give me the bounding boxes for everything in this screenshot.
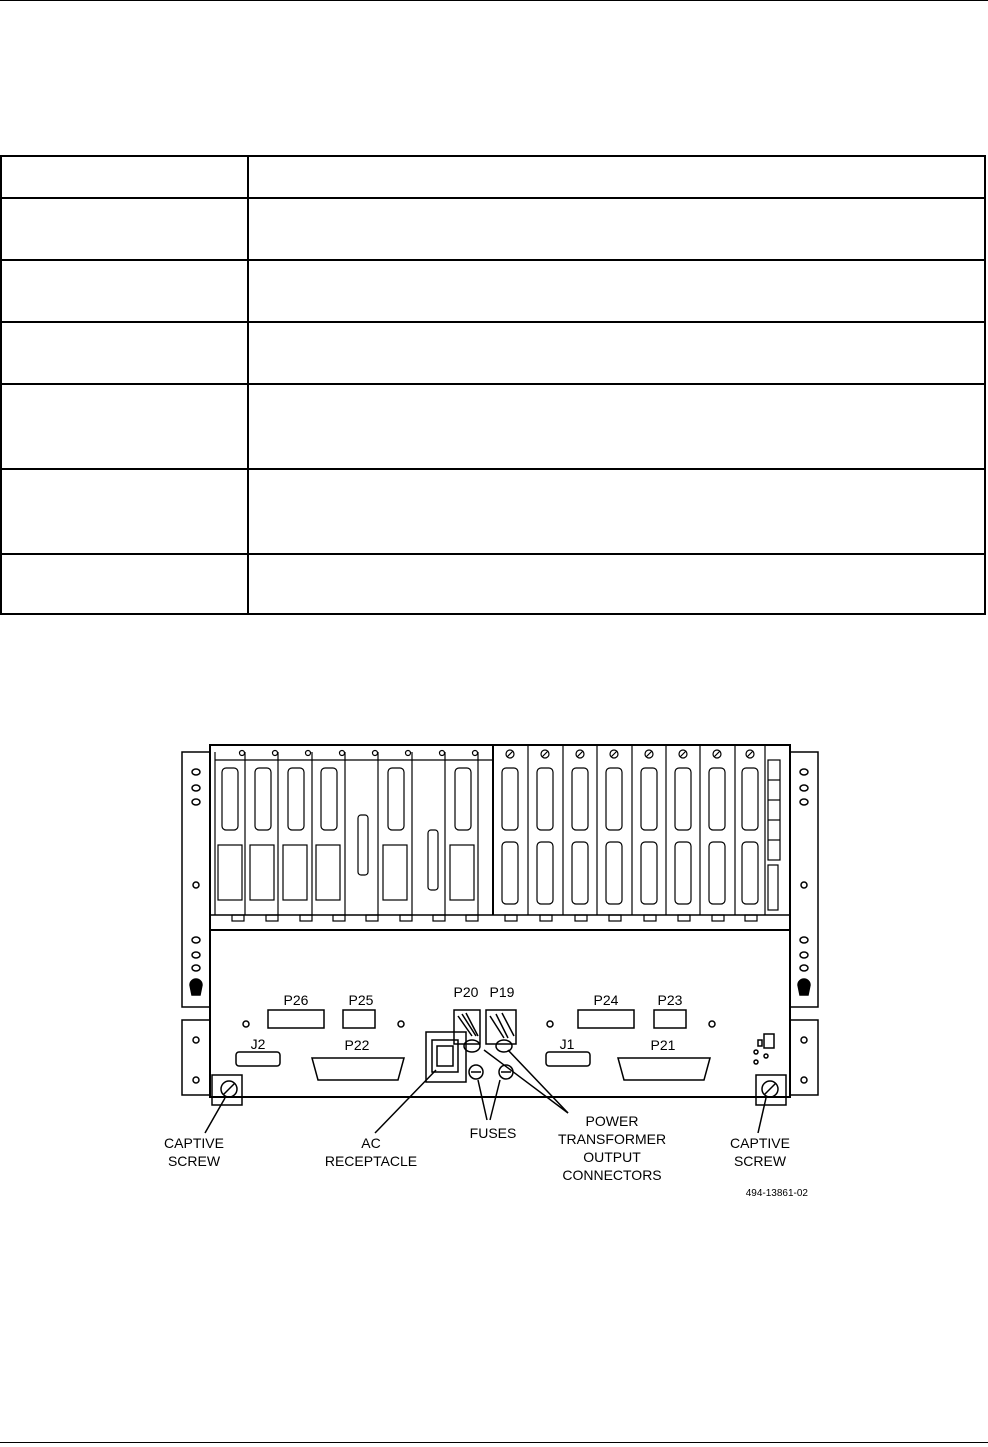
table-row	[1, 322, 985, 384]
label-p20: P20	[453, 984, 479, 1000]
connector-p26	[268, 1010, 324, 1028]
table-cell	[248, 198, 985, 260]
connector-p24	[578, 1010, 634, 1028]
connector-p23	[654, 1010, 686, 1028]
table-cell	[1, 198, 248, 260]
captive-screw-left-line1: CAPTIVE	[164, 1135, 224, 1151]
table-row	[1, 554, 985, 614]
label-p19: P19	[489, 984, 515, 1000]
figure-id: 494-13861-02	[745, 1188, 808, 1199]
label-p22: P22	[344, 1037, 370, 1053]
power-transformer-line4: CONNECTORS	[562, 1167, 662, 1183]
table-row	[1, 260, 985, 322]
left-mounting-ear	[182, 752, 242, 1105]
label-p26: P26	[283, 992, 309, 1008]
connector-p22	[312, 1058, 404, 1080]
label-j2: J2	[250, 1036, 266, 1052]
connector-p25	[343, 1010, 375, 1028]
callout-leaders	[205, 1050, 766, 1133]
power-transformer-line3: OUTPUT	[583, 1149, 641, 1165]
table-cell	[1, 384, 248, 469]
table-cell	[1, 554, 248, 614]
table-cell	[1, 260, 248, 322]
table-cell	[248, 469, 985, 554]
fuses-label: FUSES	[469, 1125, 517, 1141]
connector-p19	[486, 1010, 516, 1044]
table-cell	[1, 322, 248, 384]
table-cell	[1, 156, 248, 198]
captive-screw-right-line2: SCREW	[733, 1153, 787, 1169]
table-cell	[248, 156, 985, 198]
table-row	[1, 156, 985, 198]
label-p25: P25	[348, 992, 374, 1008]
footer-rule	[0, 1442, 988, 1443]
table-row	[1, 469, 985, 554]
ac-receptacle	[432, 1040, 458, 1072]
table-cell	[248, 384, 985, 469]
captive-screw-left-line2: SCREW	[167, 1153, 221, 1169]
connector-j2	[236, 1052, 280, 1066]
lower-panel	[236, 1010, 774, 1082]
table-row	[1, 198, 985, 260]
callout-labels	[164, 1113, 808, 1199]
table-cell	[248, 260, 985, 322]
connector-j1	[546, 1052, 590, 1066]
spec-table	[0, 155, 986, 615]
table-row	[1, 384, 985, 469]
ac-receptacle-line2: RECEPTACLE	[324, 1153, 418, 1169]
label-p23: P23	[657, 992, 683, 1008]
table-cell	[248, 322, 985, 384]
label-j1: J1	[559, 1036, 575, 1052]
ac-receptacle-line1: AC	[361, 1135, 381, 1151]
power-transformer-line2: TRANSFORMER	[557, 1131, 667, 1147]
captive-screw-right-line1: CAPTIVE	[730, 1135, 790, 1151]
rear-panel-figure	[150, 735, 830, 1205]
table-cell	[1, 469, 248, 554]
label-p21: P21	[650, 1037, 676, 1053]
captive-screw-right	[762, 1081, 778, 1097]
captive-screw-left	[221, 1081, 237, 1097]
label-p24: P24	[593, 992, 619, 1008]
card-slots	[215, 745, 780, 921]
table-cell	[248, 554, 985, 614]
header-rule	[0, 0, 988, 1]
power-transformer-line1: POWER	[585, 1113, 639, 1129]
connector-p21	[618, 1058, 710, 1080]
